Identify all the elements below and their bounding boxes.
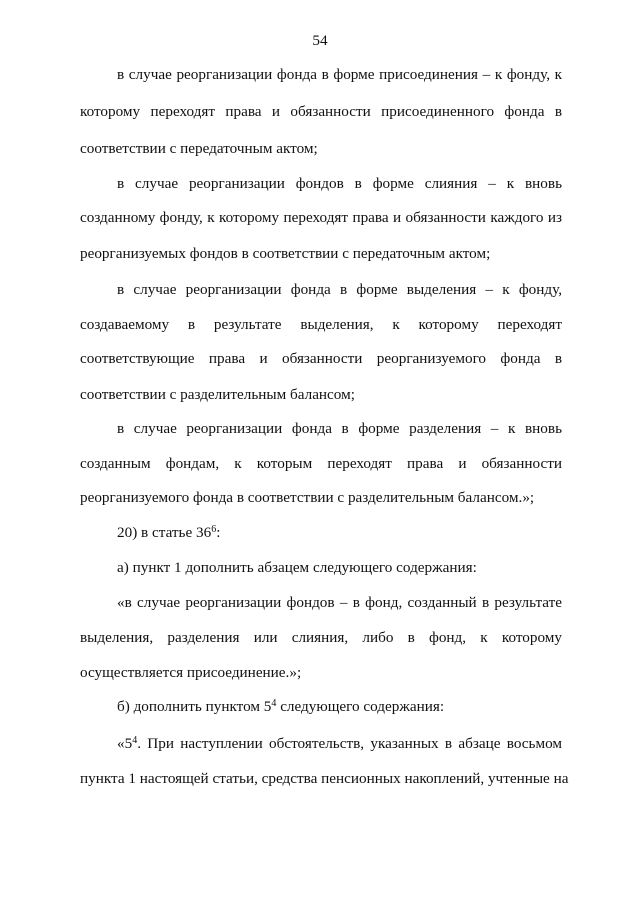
- text-line: соответствии с передаточным актом;: [80, 140, 318, 157]
- text-segment: . При наступлении обстоятельств, указанных в абзаце восьмом: [137, 735, 562, 752]
- text-line: [117, 735, 562, 753]
- page-number: 54: [312, 32, 328, 49]
- list-item-heading: [117, 524, 562, 542]
- text-line: соответствии с разделительным балансом;: [80, 386, 355, 403]
- text-segment: 20) в статье 36: [117, 524, 212, 541]
- superscript: 6: [211, 524, 217, 535]
- text-line: в случае реорганизации фондов в форме слияния – к вновь: [117, 175, 562, 192]
- text-line: в случае реорганизации фонда в форме присоединения – к фонду, к: [117, 66, 562, 83]
- text-line: «в случае реорганизации фондов – в фонд, созданный в результате: [117, 594, 562, 611]
- text-line: которому переходят права и обязанности присоединенного фонда в: [80, 103, 562, 120]
- text-segment: «5: [117, 735, 133, 752]
- text-line: реорганизуемых фондов в соответствии с передаточным актом;: [80, 245, 491, 262]
- text-line: соответствующие права и обязанности реорганизуемого фонда в: [80, 350, 562, 367]
- text-line: а) пункт 1 дополнить абзацем следующего содержания:: [117, 559, 477, 576]
- superscript: 4: [271, 698, 277, 709]
- text-segment: следующего содержания:: [276, 698, 445, 715]
- text-line: в случае реорганизации фонда в форме выделения – к фонду,: [117, 281, 562, 298]
- text-line: в случае реорганизации фонда в форме разделения – к вновь: [117, 420, 562, 437]
- text-line: выделения, разделения или слияния, либо в фонд, к которому: [80, 629, 562, 646]
- text-line: реорганизуемого фонда в соответствии с разделительным балансом.»;: [80, 489, 535, 506]
- superscript: 4: [132, 735, 138, 746]
- text-segment: б) дополнить пунктом 5: [117, 698, 272, 715]
- text-line: созданному фонду, к которому переходят права и обязанности каждого из: [80, 209, 562, 226]
- text-line: создаваемому в результате выделения, к которому переходят: [80, 316, 562, 333]
- text-line: пункта 1 настоящей статьи, средства пенсионных накоплений, учтенные на: [80, 770, 569, 787]
- text-segment: :: [216, 524, 221, 541]
- list-item-heading: [117, 698, 562, 716]
- text-line: осуществляется присоединение.»;: [80, 664, 302, 681]
- text-line: созданным фондам, к которым переходят права и обязанности: [80, 455, 562, 472]
